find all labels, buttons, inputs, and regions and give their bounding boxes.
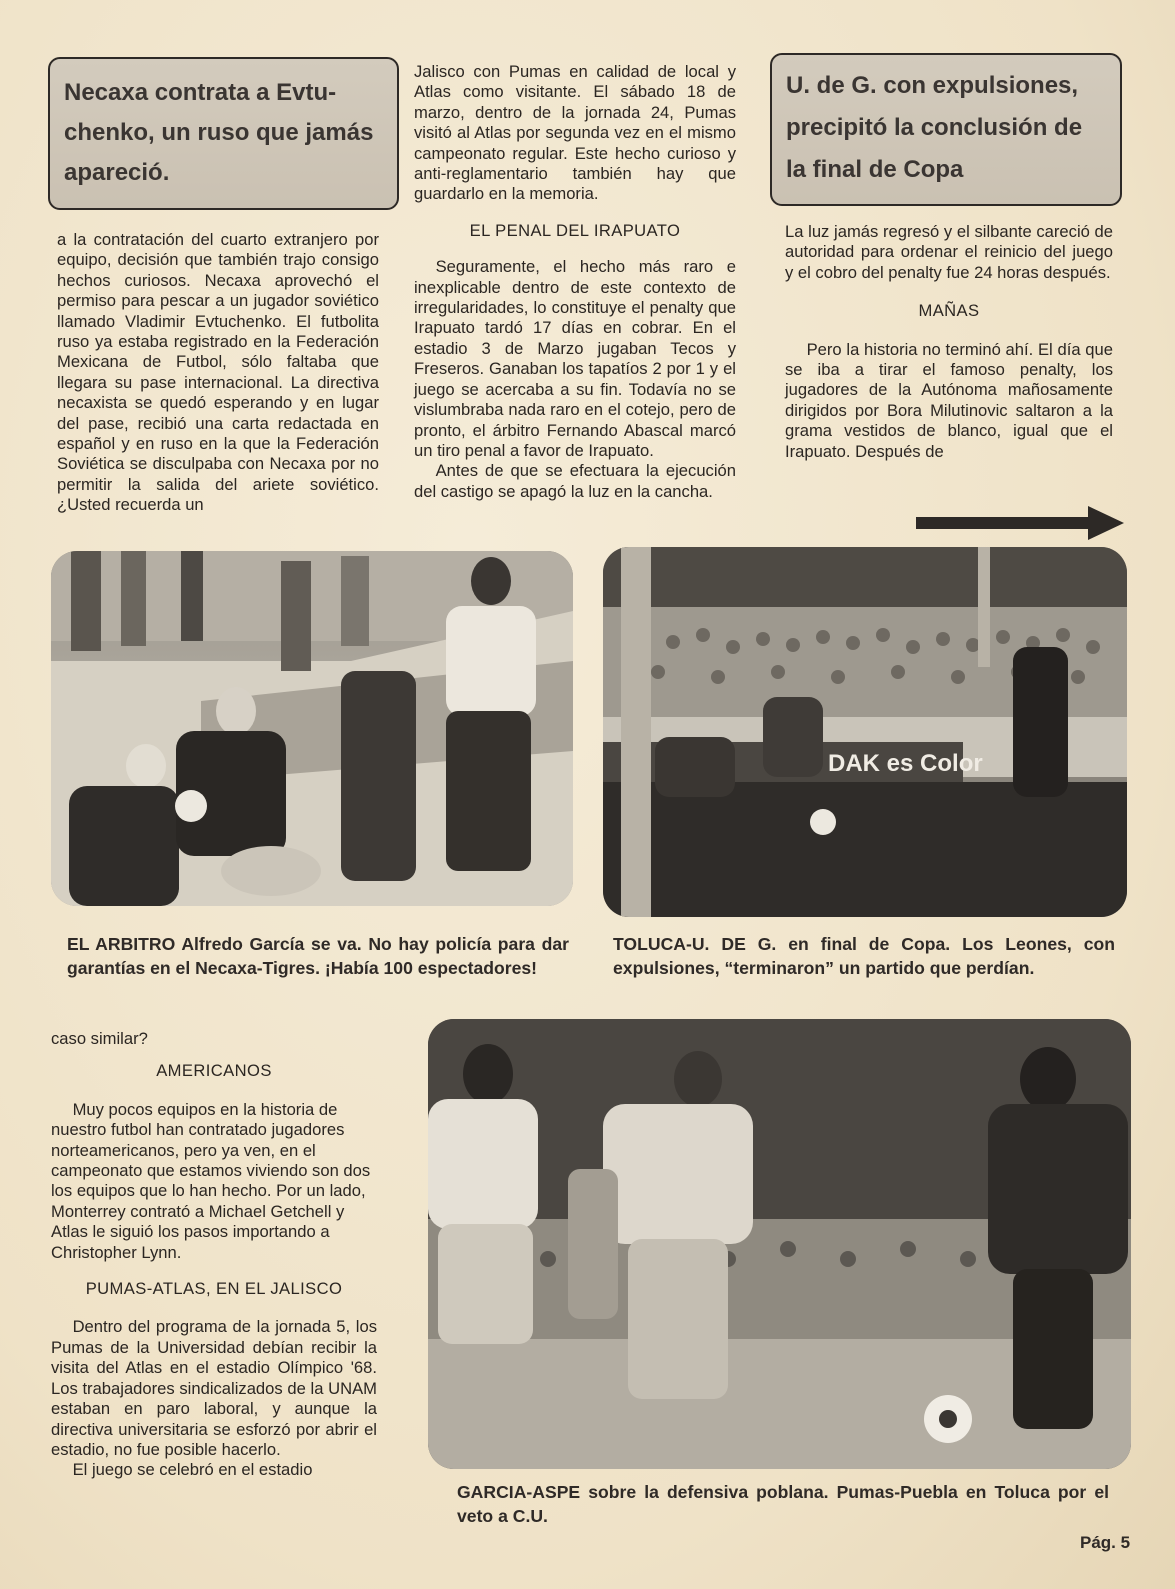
- article-column-2: [414, 62, 736, 502]
- column-2-intro: Jalisco con Pumas en calidad de local y Atlas como visitante. El sábado 18 de marzo, dentro de la jornada 24, Pumas visitó al Atlas por segunda vez en el mismo campeonato regular. Este hecho curioso y anti-reglamentario también hay que guardarlo en la memoria.: [414, 62, 736, 204]
- caption-photo-3: GARCIA-ASPE sobre la defensiva poblana. Pumas-Puebla en Toluca por el veto a C.U.: [457, 1482, 1109, 1526]
- caption-photo-2: TOLUCA-U. DE G. en final de Copa. Los Leones, con expulsiones, “terminaron” un partido que perdían.: [613, 934, 1115, 978]
- headline-left-line-3: apareció.: [64, 159, 170, 186]
- caption-photo-1: EL ARBITRO Alfredo García se va. No hay policía para dar garantías en el Necaxa-Tigres. ¡Había 100 espectadores!: [67, 934, 569, 978]
- column-4-paragraph-1: Muy pocos equipos en la historia de nuestro futbol han contratado jugadores norteamericanos, pero ya ven, en el campeonato que estamos viviendo son dos los equipos que lo han hecho. Por un lado, Monterrey contrató a Michael Getchell y Atlas le siguió los pasos importando a Christopher Lynn.: [51, 1099, 371, 1262]
- headline-left-line-1: Necaxa contrata a Evtu-: [64, 79, 337, 106]
- photo-toluca-udeg-match: [603, 547, 1127, 917]
- subhead-americanos: AMERICANOS: [156, 1061, 272, 1081]
- photo-referee-leaving: [51, 551, 573, 906]
- column-4-paragraph-2: Dentro del programa de la jornada 5, los Pumas de la Universidad debían recibir la visita del Atlas en el estadio Olímpico '68. Los trabajadores sindicalizados de la UNAM estaban en paro laboral, y aunque la directiva universitaria se esforzó por abrir el estadio, no fue posible hacerlo.: [51, 1317, 377, 1459]
- subhead-penal-irapuato: EL PENAL DEL IRAPUATO: [469, 220, 681, 240]
- column-4-intro: caso similar?: [51, 1029, 148, 1048]
- headline-box-left: [48, 57, 399, 210]
- ad-banner-text: DAK es Color: [828, 750, 983, 777]
- column-4-paragraph-3: El juego se celebró en el estadio: [72, 1460, 313, 1480]
- column-3-intro: La luz jamás regresó y el silbante careció de autoridad para ordenar el reinicio del juego y el cobro del penalty fue 24 horas después.: [785, 222, 1113, 282]
- article-column-1: [57, 230, 379, 516]
- photo-garcia-aspe: [428, 1019, 1131, 1469]
- column-2-paragraph-1: Seguramente, el hecho más raro e inexplicable dentro de este contexto de irregularidades, lo constituye el penalty que Irapuato tardó 17 días en cobrar. En el estadio 3 de Marzo jugaban Tecos y Freseros. Ganaban los tapatíos 2 por 1 y el juego se acercaba a su fin. Todavía no se vislumbraba nada raro en el cotejo, pero de pronto, el árbitro Fernando Abascal marcó un tiro penal a favor de Irapuato.: [414, 257, 736, 460]
- headline-right-line-2: precipitó la conclusión de: [786, 114, 1083, 141]
- subhead-manas: MAÑAS: [918, 301, 980, 321]
- page-number: Pág. 5: [1080, 1533, 1131, 1552]
- subhead-pumas-atlas: PUMAS-ATLAS, EN EL JALISCO: [85, 1279, 343, 1299]
- continue-arrow-icon: [916, 506, 1124, 540]
- headline-right-line-3: la final de Copa: [786, 156, 964, 183]
- column-3-paragraph-1: Pero la historia no terminó ahí. El día que se iba a tirar el famoso penalty, los jugadores de la Autónoma mañosamente dirigidos por Bora Milutinovic saltaron a la grama vestidos de blanco, igual que el Irapuato. Después de: [785, 339, 1113, 461]
- column-2-paragraph-2: Antes de que se efectuara la ejecución del castigo se apagó la luz en la cancha.: [414, 461, 736, 501]
- column-1-text: a la contratación del cuarto extranjero por equipo, decisión que también trajo consigo hechos curiosos. Necaxa aprovechó el permiso para pescar a un jugador soviético llamado Vladimir Evtuchenko. El futbolita ruso ya estaba registrado en la Federación Mexicana de Futbol, sólo faltaba que llegara su pase internacional. La directiva necaxista se quedó esperando y en lugar del pase, recibió una carta redactada en español y en ruso en la que la Federación Soviética se disculpaba con Necaxa por no permitir la salida del ariete soviético. ¿Usted recuerda un: [57, 230, 379, 515]
- headline-right-line-1: U. de G. con expulsiones,: [786, 72, 1079, 99]
- article-column-3: [785, 222, 1113, 462]
- headline-box-right: [770, 53, 1122, 206]
- headline-left-line-2: chenko, un ruso que jamás: [64, 119, 374, 146]
- article-column-4: [51, 1029, 377, 1481]
